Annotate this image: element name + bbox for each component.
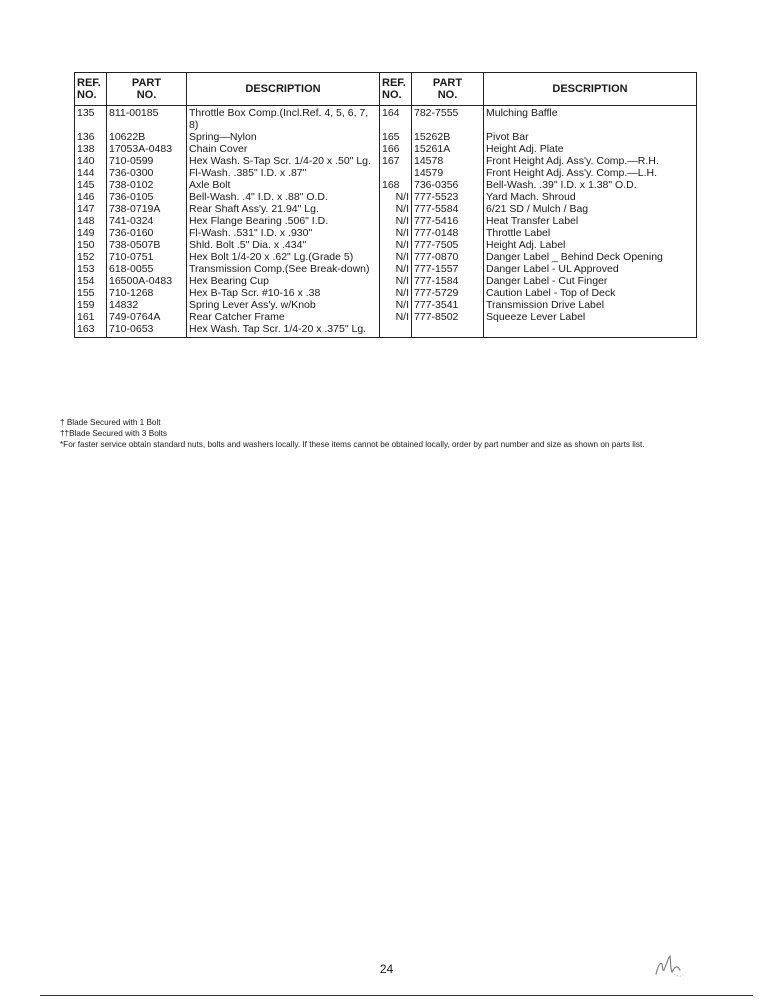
cell-ref-no-left: 163 <box>75 323 107 338</box>
cell-part-no-right: 14579 <box>412 167 484 179</box>
cell-description-right: Bell-Wash. .39" I.D. x 1.38" O.D. <box>484 179 697 191</box>
cell-part-no-right: 14578 <box>412 155 484 167</box>
cell-description-left: Spring Lever Ass'y. w/Knob <box>187 299 380 311</box>
cell-part-no-right: 777-0148 <box>412 227 484 239</box>
cell-description-right: Heat Transfer Label <box>484 215 697 227</box>
table-row <box>75 179 697 191</box>
cell-ref-no-left: 146 <box>75 191 107 203</box>
cell-description-left: Transmission Comp.(See Break-down) <box>187 263 380 275</box>
cell-ref-no-right: N/I <box>380 191 412 203</box>
cell-part-no-left: 710-0751 <box>107 251 187 263</box>
cell-ref-no-left: 153 <box>75 263 107 275</box>
cell-description-left: Rear Catcher Frame <box>187 311 380 323</box>
cell-ref-no-right: N/I <box>380 215 412 227</box>
cell-ref-no-left: 140 <box>75 155 107 167</box>
header-description-right <box>484 73 697 106</box>
cell-part-no-right: 782-7555 <box>412 106 484 132</box>
cell-part-no-left: 710-1268 <box>107 287 187 299</box>
table-row <box>75 203 697 215</box>
cell-part-no-left: 811-00185 <box>107 106 187 132</box>
cell-ref-no-left: 150 <box>75 239 107 251</box>
cell-part-no-right: 777-0870 <box>412 251 484 263</box>
header-description-left <box>187 73 380 106</box>
header-ref-no-left-label: REF. NO. <box>77 77 101 101</box>
cell-ref-no-left: 149 <box>75 227 107 239</box>
cell-ref-no-right: 168 <box>380 179 412 191</box>
table-row <box>75 251 697 263</box>
cell-ref-no-right: N/I <box>380 299 412 311</box>
cell-description-left: Chain Cover <box>187 143 380 155</box>
cell-description-right: Pivot Bar <box>484 131 697 143</box>
cell-part-no-right: 777-7505 <box>412 239 484 251</box>
cell-description-left: Bell-Wash. .4" I.D. x .88" O.D. <box>187 191 380 203</box>
cell-description-right: Height Adj. Label <box>484 239 697 251</box>
cell-ref-no-left: 136 <box>75 131 107 143</box>
cell-description-right: Front Height Adj. Ass'y. Comp.—R.H. <box>484 155 697 167</box>
cell-part-no-right: 15262B <box>412 131 484 143</box>
header-ref-no-right-label: REF. NO. <box>382 77 406 101</box>
cell-description-left: Hex Bearing Cup <box>187 275 380 287</box>
cell-part-no-left: 736-0105 <box>107 191 187 203</box>
cell-ref-no-right: N/I <box>380 239 412 251</box>
cell-description-left: Spring—Nylon <box>187 131 380 143</box>
cell-description-left: Hex Wash. S-Tap Scr. 1/4-20 x .50" Lg. <box>187 155 380 167</box>
cell-ref-no-left: 138 <box>75 143 107 155</box>
cell-part-no-right: 777-1557 <box>412 263 484 275</box>
page-number: 24 <box>379 962 394 976</box>
footnote-three-bolts: ††Blade Secured with 3 Bolts <box>60 429 167 438</box>
cell-part-no-left: 710-0599 <box>107 155 187 167</box>
cell-ref-no-left: 144 <box>75 167 107 179</box>
cell-part-no-left: 741-0324 <box>107 215 187 227</box>
cell-part-no-right <box>412 323 484 338</box>
cell-description-right: Throttle Label <box>484 227 697 239</box>
footnotes <box>60 417 720 450</box>
cell-description-right: Transmission Drive Label <box>484 299 697 311</box>
cell-description-left: Fl-Wash. .531" I.D. x .930" <box>187 227 380 239</box>
cell-description-left: Hex Wash. Tap Scr. 1/4-20 x .375" Lg. <box>187 323 380 338</box>
cell-ref-no-right: 164 <box>380 106 412 132</box>
cell-ref-no-right <box>380 323 412 338</box>
cell-ref-no-left: 161 <box>75 311 107 323</box>
table-row <box>75 131 697 143</box>
cell-ref-no-right: 166 <box>380 143 412 155</box>
cell-description-left: Rear Shaft Ass'y. 21.94" Lg. <box>187 203 380 215</box>
cell-description-right: Danger Label _ Behind Deck Opening <box>484 251 697 263</box>
cell-part-no-right: 777-5416 <box>412 215 484 227</box>
footnote-single-bolt: † Blade Secured with 1 Bolt <box>60 418 161 427</box>
cell-ref-no-left: 152 <box>75 251 107 263</box>
header-part-no-right-label: PART NO. <box>432 77 463 101</box>
handwritten-initials <box>650 944 690 984</box>
footnote-hardware-service: *For faster service obtain standard nuts, bolts and washers locally. If these items cannot be obtained locally, order by part number and size as shown on parts list. <box>60 440 645 449</box>
table-row <box>75 191 697 203</box>
cell-description-left: Throttle Box Comp.(Incl.Ref. 4, 5, 6, 7, 8) <box>187 106 380 132</box>
cell-part-no-right: 736-0356 <box>412 179 484 191</box>
cell-ref-no-right: N/I <box>380 287 412 299</box>
cell-ref-no-left: 148 <box>75 215 107 227</box>
cell-ref-no-left: 154 <box>75 275 107 287</box>
table-row <box>75 143 697 155</box>
cell-ref-no-left: 145 <box>75 179 107 191</box>
cell-part-no-right: 777-5729 <box>412 287 484 299</box>
cell-description-right: Yard Mach. Shroud <box>484 191 697 203</box>
table-row <box>75 287 697 299</box>
cell-ref-no-left: 155 <box>75 287 107 299</box>
table-body <box>75 106 697 338</box>
cell-description-right: Squeeze Lever Label <box>484 311 697 323</box>
cell-description-right: Caution Label - Top of Deck <box>484 287 697 299</box>
header-row <box>75 73 697 106</box>
cell-ref-no-left: 147 <box>75 203 107 215</box>
cell-description-left: Shld. Bolt .5" Dia. x .434" <box>187 239 380 251</box>
cell-ref-no-right: N/I <box>380 275 412 287</box>
cell-part-no-left: 738-0719A <box>107 203 187 215</box>
cell-part-no-right: 777-3541 <box>412 299 484 311</box>
table-row <box>75 227 697 239</box>
cell-ref-no-right: N/I <box>380 251 412 263</box>
table-row <box>75 167 697 179</box>
cell-ref-no-right: N/I <box>380 263 412 275</box>
cell-description-right: Height Adj. Plate <box>484 143 697 155</box>
cell-part-no-left: 10622B <box>107 131 187 143</box>
cell-ref-no-right: N/I <box>380 203 412 215</box>
cell-description-left: Fl-Wash. .385" I.D. x .87" <box>187 167 380 179</box>
cell-ref-no-right <box>380 167 412 179</box>
table-row <box>75 323 697 338</box>
cell-part-no-left: 736-0160 <box>107 227 187 239</box>
cell-part-no-right: 777-5523 <box>412 191 484 203</box>
cell-part-no-left: 618-0055 <box>107 263 187 275</box>
cell-description-right: Danger Label - Cut Finger <box>484 275 697 287</box>
cell-description-right: Mulching Baffle <box>484 106 697 132</box>
table-row <box>75 215 697 227</box>
cell-description-right: 6/21 SD / Mulch / Bag <box>484 203 697 215</box>
cell-ref-no-right: N/I <box>380 227 412 239</box>
cell-part-no-left: 710-0653 <box>107 323 187 338</box>
cell-part-no-left: 17053A-0483 <box>107 143 187 155</box>
cell-part-no-left: 738-0507B <box>107 239 187 251</box>
cell-ref-no-left: 159 <box>75 299 107 311</box>
cell-description-right <box>484 323 697 338</box>
cell-part-no-right: 777-1584 <box>412 275 484 287</box>
cell-part-no-left: 736-0300 <box>107 167 187 179</box>
header-part-no-left <box>107 73 187 106</box>
header-description-right-label: DESCRIPTION <box>552 83 628 95</box>
header-part-no-right <box>412 73 484 106</box>
cell-description-right: Danger Label - UL Approved <box>484 263 697 275</box>
table-row <box>75 155 697 167</box>
cell-part-no-right: 777-8502 <box>412 311 484 323</box>
cell-description-left: Hex Bolt 1/4-20 x .62" Lg.(Grade 5) <box>187 251 380 263</box>
header-ref-no-right <box>380 73 412 106</box>
cell-description-left: Hex B-Tap Scr. #10-16 x .38 <box>187 287 380 299</box>
header-description-left-label: DESCRIPTION <box>245 83 321 95</box>
cell-part-no-left: 738-0102 <box>107 179 187 191</box>
table-row <box>75 106 697 132</box>
table-row <box>75 263 697 275</box>
cell-part-no-left: 16500A-0483 <box>107 275 187 287</box>
cell-part-no-right: 777-5584 <box>412 203 484 215</box>
table-row <box>75 299 697 311</box>
table-row <box>75 311 697 323</box>
header-ref-no-left <box>75 73 107 106</box>
cell-part-no-left: 749-0764A <box>107 311 187 323</box>
cell-description-left: Axle Bolt <box>187 179 380 191</box>
cell-ref-no-right: 165 <box>380 131 412 143</box>
cell-ref-no-right: N/I <box>380 311 412 323</box>
cell-ref-no-left: 135 <box>75 106 107 132</box>
cell-ref-no-right: 167 <box>380 155 412 167</box>
cell-part-no-left: 14832 <box>107 299 187 311</box>
table-row <box>75 239 697 251</box>
page-bottom-rule <box>40 995 753 996</box>
header-part-no-left-label: PART NO. <box>131 77 162 101</box>
cell-part-no-right: 15261A <box>412 143 484 155</box>
table-header <box>75 73 697 106</box>
parts-table <box>74 72 697 338</box>
cell-description-right: Front Height Adj. Ass'y. Comp.—L.H. <box>484 167 697 179</box>
table-row <box>75 275 697 287</box>
cell-description-left: Hex Flange Bearing .506" I.D. <box>187 215 380 227</box>
